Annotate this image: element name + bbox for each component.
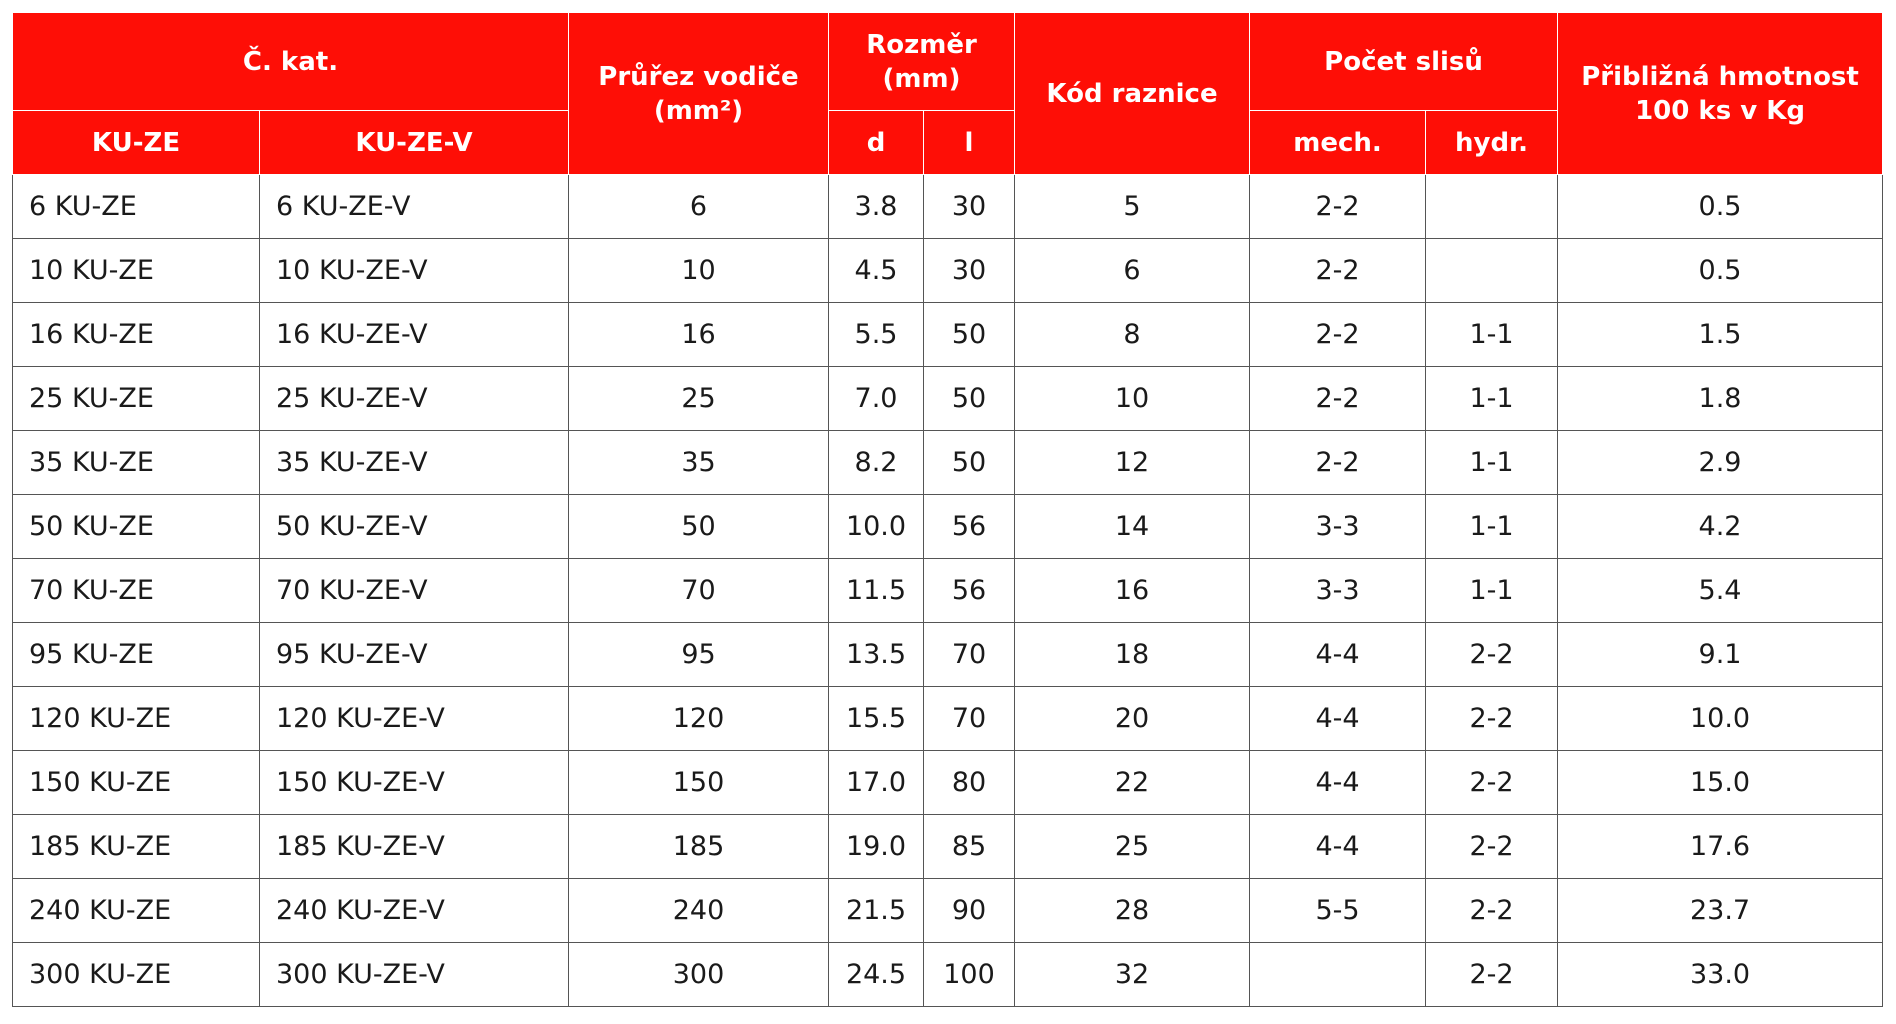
cell-dim-d: 3.8	[829, 175, 924, 239]
cell-crimp-hydr	[1426, 175, 1558, 239]
cell-crimp-hydr: 2-2	[1426, 687, 1558, 751]
cell-weight: 10.0	[1558, 687, 1883, 751]
cell-weight: 17.6	[1558, 815, 1883, 879]
header-cross-section-title: Průřez vodiče	[598, 61, 799, 92]
cell-die-code: 28	[1015, 879, 1250, 943]
cell-catalog-ku-ze: 150 KU-ZE	[13, 751, 260, 815]
cell-crimp-mech: 5-5	[1250, 879, 1426, 943]
cell-weight: 23.7	[1558, 879, 1883, 943]
cell-catalog-ku-ze-v: 6 KU-ZE-V	[260, 175, 569, 239]
header-dim-l: l	[924, 111, 1015, 175]
cell-crimp-hydr	[1426, 239, 1558, 303]
header-crimp-count: Počet slisů	[1250, 13, 1558, 111]
table-row	[13, 495, 1883, 559]
header-cross-section-unit: (mm²)	[653, 95, 744, 126]
cell-cross-section: 300	[569, 943, 829, 1007]
cell-crimp-hydr: 1-1	[1426, 431, 1558, 495]
cell-die-code: 32	[1015, 943, 1250, 1007]
cell-weight: 4.2	[1558, 495, 1883, 559]
cell-crimp-mech: 4-4	[1250, 751, 1426, 815]
cell-dim-l: 50	[924, 367, 1015, 431]
cell-dim-l: 56	[924, 495, 1015, 559]
header-crimp-hydr: hydr.	[1426, 111, 1558, 175]
table-row	[13, 751, 1883, 815]
cell-weight: 0.5	[1558, 175, 1883, 239]
table-row	[13, 815, 1883, 879]
cell-crimp-mech: 4-4	[1250, 623, 1426, 687]
cell-weight: 5.4	[1558, 559, 1883, 623]
cell-dim-l: 30	[924, 175, 1015, 239]
cell-catalog-ku-ze-v: 35 KU-ZE-V	[260, 431, 569, 495]
cell-crimp-hydr: 1-1	[1426, 495, 1558, 559]
header-weight	[1558, 13, 1883, 175]
cell-catalog-ku-ze: 120 KU-ZE	[13, 687, 260, 751]
cell-dim-d: 19.0	[829, 815, 924, 879]
table-row	[13, 687, 1883, 751]
cell-catalog-ku-ze-v: 120 KU-ZE-V	[260, 687, 569, 751]
cell-dim-d: 17.0	[829, 751, 924, 815]
cell-crimp-mech: 4-4	[1250, 687, 1426, 751]
cell-dim-d: 7.0	[829, 367, 924, 431]
cell-dim-d: 5.5	[829, 303, 924, 367]
cell-crimp-mech: 3-3	[1250, 495, 1426, 559]
cell-catalog-ku-ze: 300 KU-ZE	[13, 943, 260, 1007]
cell-dim-d: 10.0	[829, 495, 924, 559]
cell-dim-d: 8.2	[829, 431, 924, 495]
header-dim-d: d	[829, 111, 924, 175]
cell-cross-section: 95	[569, 623, 829, 687]
cell-crimp-hydr: 2-2	[1426, 751, 1558, 815]
cell-dim-l: 90	[924, 879, 1015, 943]
cell-crimp-hydr: 2-2	[1426, 815, 1558, 879]
cell-dim-l: 70	[924, 623, 1015, 687]
cell-crimp-mech: 2-2	[1250, 367, 1426, 431]
cell-crimp-hydr: 1-1	[1426, 559, 1558, 623]
cell-catalog-ku-ze-v: 16 KU-ZE-V	[260, 303, 569, 367]
cell-catalog-ku-ze-v: 240 KU-ZE-V	[260, 879, 569, 943]
cell-cross-section: 70	[569, 559, 829, 623]
cell-cross-section: 150	[569, 751, 829, 815]
header-die-code: Kód raznice	[1015, 13, 1250, 175]
cell-cross-section: 50	[569, 495, 829, 559]
cell-catalog-ku-ze: 16 KU-ZE	[13, 303, 260, 367]
cell-die-code: 16	[1015, 559, 1250, 623]
cell-catalog-ku-ze: 10 KU-ZE	[13, 239, 260, 303]
cell-crimp-mech: 4-4	[1250, 815, 1426, 879]
cell-crimp-hydr: 2-2	[1426, 623, 1558, 687]
cell-crimp-hydr: 2-2	[1426, 879, 1558, 943]
header-cross-section	[569, 13, 829, 175]
header-catalog-number: Č. kat.	[13, 13, 569, 111]
cell-die-code: 18	[1015, 623, 1250, 687]
header-dimension-title: Rozměr	[866, 29, 977, 60]
cell-catalog-ku-ze-v: 185 KU-ZE-V	[260, 815, 569, 879]
cell-catalog-ku-ze-v: 70 KU-ZE-V	[260, 559, 569, 623]
cell-catalog-ku-ze-v: 25 KU-ZE-V	[260, 367, 569, 431]
cell-crimp-mech: 2-2	[1250, 175, 1426, 239]
cell-catalog-ku-ze-v: 10 KU-ZE-V	[260, 239, 569, 303]
cell-weight: 33.0	[1558, 943, 1883, 1007]
header-dimension	[829, 13, 1015, 111]
cell-weight: 0.5	[1558, 239, 1883, 303]
cell-dim-d: 21.5	[829, 879, 924, 943]
cell-crimp-mech	[1250, 943, 1426, 1007]
cell-crimp-hydr: 1-1	[1426, 303, 1558, 367]
product-table	[12, 12, 1883, 1007]
cell-crimp-mech: 2-2	[1250, 239, 1426, 303]
cell-dim-l: 56	[924, 559, 1015, 623]
cell-dim-l: 80	[924, 751, 1015, 815]
header-ku-ze: KU-ZE	[13, 111, 260, 175]
cell-cross-section: 16	[569, 303, 829, 367]
cell-catalog-ku-ze: 6 KU-ZE	[13, 175, 260, 239]
cell-weight: 15.0	[1558, 751, 1883, 815]
cell-dim-l: 100	[924, 943, 1015, 1007]
cell-catalog-ku-ze-v: 50 KU-ZE-V	[260, 495, 569, 559]
cell-dim-l: 85	[924, 815, 1015, 879]
cell-dim-l: 50	[924, 431, 1015, 495]
cell-die-code: 12	[1015, 431, 1250, 495]
header-crimp-mech: mech.	[1250, 111, 1426, 175]
cell-cross-section: 35	[569, 431, 829, 495]
table-row	[13, 175, 1883, 239]
cell-die-code: 5	[1015, 175, 1250, 239]
table-row	[13, 943, 1883, 1007]
cell-cross-section: 6	[569, 175, 829, 239]
table-row	[13, 303, 1883, 367]
table-row	[13, 239, 1883, 303]
cell-dim-d: 24.5	[829, 943, 924, 1007]
cell-catalog-ku-ze: 25 KU-ZE	[13, 367, 260, 431]
cell-die-code: 10	[1015, 367, 1250, 431]
cell-weight: 1.5	[1558, 303, 1883, 367]
header-weight-title: Přibližná hmotnost	[1581, 61, 1859, 92]
header-dimension-unit: (mm)	[882, 63, 961, 94]
cell-dim-l: 30	[924, 239, 1015, 303]
cell-crimp-hydr: 2-2	[1426, 943, 1558, 1007]
cell-catalog-ku-ze-v: 150 KU-ZE-V	[260, 751, 569, 815]
table-header	[13, 13, 1883, 175]
table-row	[13, 879, 1883, 943]
cell-dim-d: 15.5	[829, 687, 924, 751]
cell-cross-section: 240	[569, 879, 829, 943]
cell-dim-d: 13.5	[829, 623, 924, 687]
cell-catalog-ku-ze-v: 300 KU-ZE-V	[260, 943, 569, 1007]
table-row	[13, 559, 1883, 623]
cell-catalog-ku-ze: 95 KU-ZE	[13, 623, 260, 687]
cell-dim-d: 4.5	[829, 239, 924, 303]
cell-catalog-ku-ze: 50 KU-ZE	[13, 495, 260, 559]
cell-catalog-ku-ze-v: 95 KU-ZE-V	[260, 623, 569, 687]
cell-dim-l: 50	[924, 303, 1015, 367]
header-ku-ze-v: KU-ZE-V	[260, 111, 569, 175]
cell-catalog-ku-ze: 35 KU-ZE	[13, 431, 260, 495]
cell-catalog-ku-ze: 240 KU-ZE	[13, 879, 260, 943]
cell-weight: 1.8	[1558, 367, 1883, 431]
cell-dim-d: 11.5	[829, 559, 924, 623]
cell-die-code: 22	[1015, 751, 1250, 815]
cell-weight: 9.1	[1558, 623, 1883, 687]
cell-catalog-ku-ze: 70 KU-ZE	[13, 559, 260, 623]
cell-die-code: 14	[1015, 495, 1250, 559]
cell-catalog-ku-ze: 185 KU-ZE	[13, 815, 260, 879]
cell-cross-section: 25	[569, 367, 829, 431]
cell-crimp-hydr: 1-1	[1426, 367, 1558, 431]
cell-weight: 2.9	[1558, 431, 1883, 495]
table-row	[13, 431, 1883, 495]
table-body	[13, 175, 1883, 1007]
cell-crimp-mech: 2-2	[1250, 303, 1426, 367]
cell-crimp-mech: 2-2	[1250, 431, 1426, 495]
cell-dim-l: 70	[924, 687, 1015, 751]
cell-crimp-mech: 3-3	[1250, 559, 1426, 623]
cell-die-code: 25	[1015, 815, 1250, 879]
cell-die-code: 6	[1015, 239, 1250, 303]
cell-cross-section: 120	[569, 687, 829, 751]
table-row	[13, 623, 1883, 687]
cell-cross-section: 10	[569, 239, 829, 303]
table-row	[13, 367, 1883, 431]
cell-cross-section: 185	[569, 815, 829, 879]
cell-die-code: 20	[1015, 687, 1250, 751]
cell-die-code: 8	[1015, 303, 1250, 367]
header-weight-unit: 100 ks v Kg	[1635, 95, 1805, 126]
